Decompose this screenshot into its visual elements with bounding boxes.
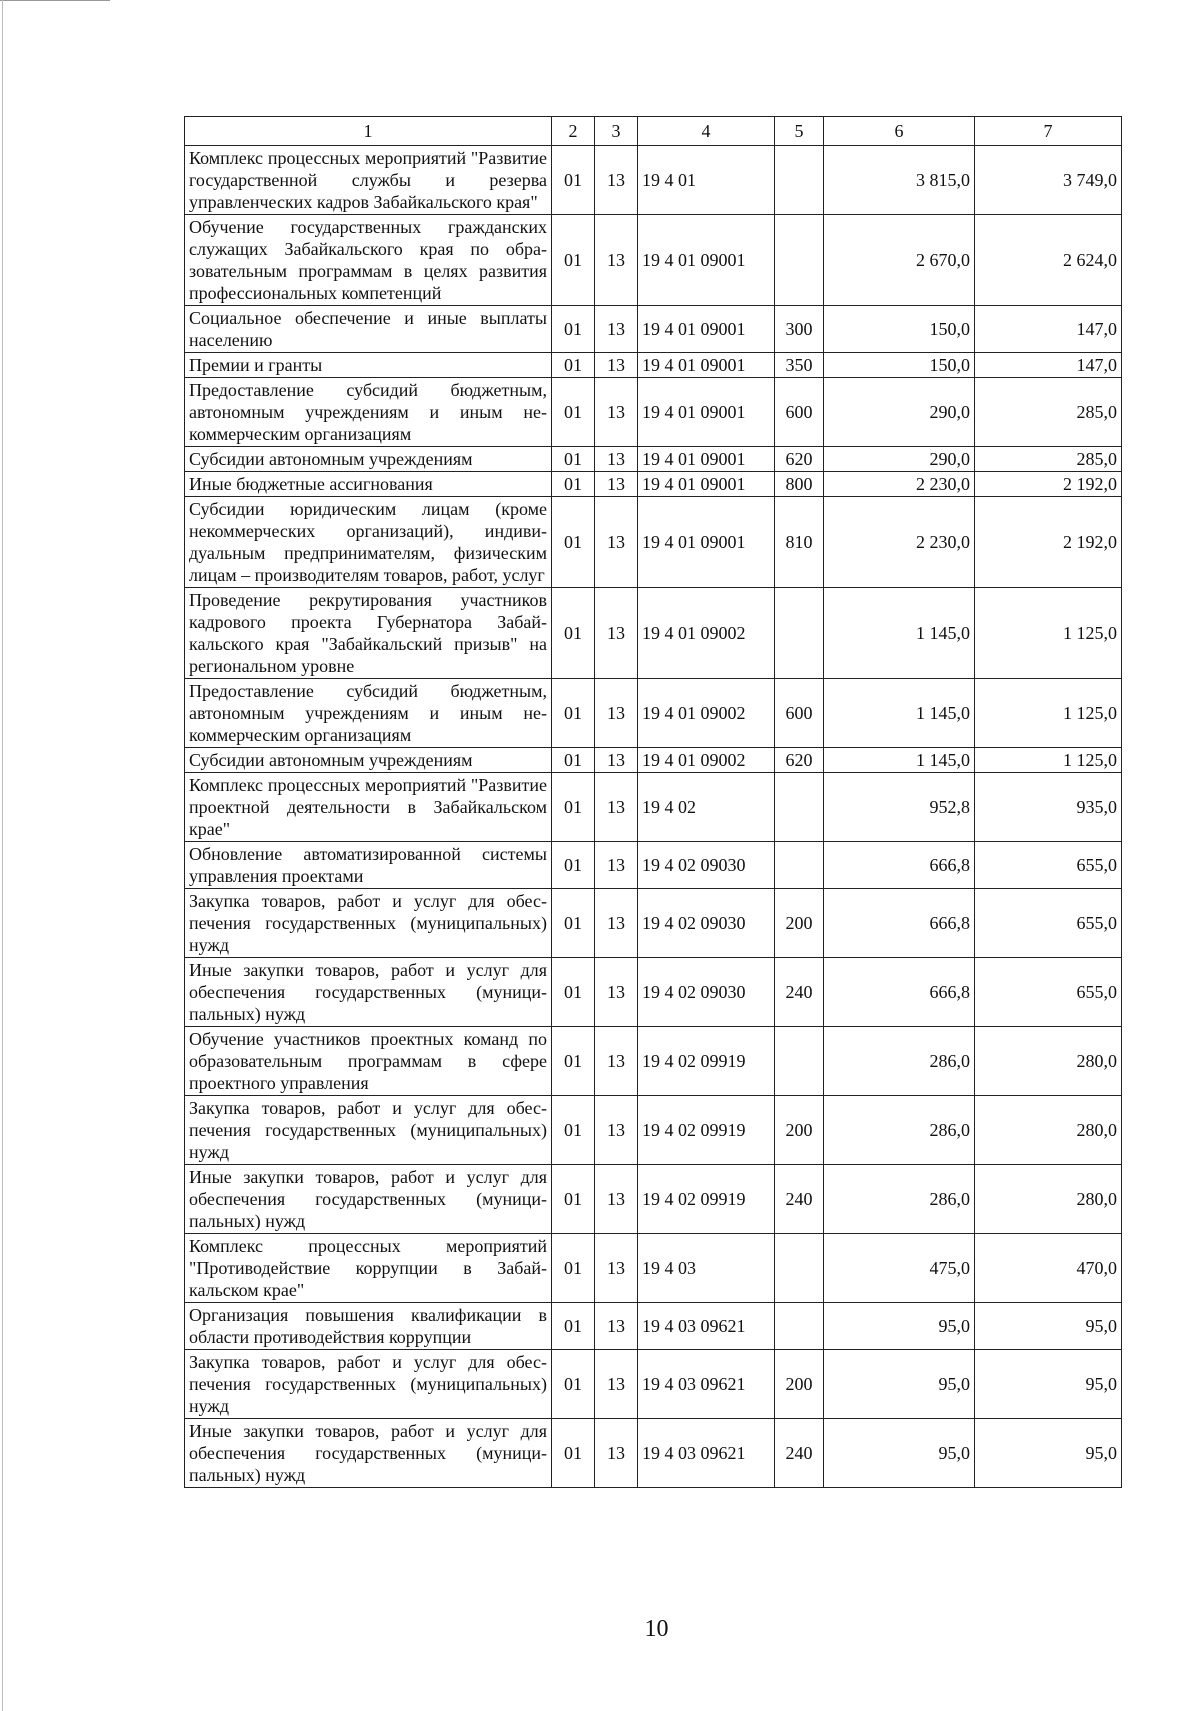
cell-target-code: 19 4 01 09002: [638, 588, 775, 679]
table-row: [185, 447, 1122, 472]
cell-amount-2: 655,0: [975, 889, 1122, 958]
cell-expense-type: 800: [775, 472, 824, 497]
cell-subsection: 13: [595, 889, 638, 958]
table-row: [185, 215, 1122, 306]
cell-section: 01: [552, 1303, 595, 1350]
cell-amount-1: 286,0: [824, 1096, 975, 1165]
cell-subsection: 13: [595, 1419, 638, 1488]
cell-target-code: 19 4 02 09919: [638, 1096, 775, 1165]
cell-section: 01: [552, 748, 595, 773]
cell-section: 01: [552, 773, 595, 842]
cell-amount-1: 2 230,0: [824, 472, 975, 497]
cell-amount-2: 2 192,0: [975, 472, 1122, 497]
scan-edge-mark: [0, 0, 110, 4]
cell-expense-type: 240: [775, 1165, 824, 1234]
cell-subsection: 13: [595, 842, 638, 889]
cell-target-code: 19 4 02 09919: [638, 1027, 775, 1096]
column-header: 6: [824, 117, 975, 146]
cell-amount-1: 475,0: [824, 1234, 975, 1303]
cell-section: 01: [552, 353, 595, 378]
table-body: [185, 146, 1122, 1488]
cell-subsection: 13: [595, 472, 638, 497]
cell-amount-2: 147,0: [975, 306, 1122, 353]
cell-expense-type: [775, 1303, 824, 1350]
cell-expense-type: 350: [775, 353, 824, 378]
scan-edge-line: [2, 0, 3, 1711]
cell-expense-type: 200: [775, 1350, 824, 1419]
cell-amount-1: 952,8: [824, 773, 975, 842]
cell-target-code: 19 4 02 09030: [638, 958, 775, 1027]
cell-name: Премии и гранты: [185, 353, 552, 378]
cell-target-code: 19 4 01 09001: [638, 472, 775, 497]
table-row: [185, 1165, 1122, 1234]
cell-name: Субсидии автономным учреждениям: [185, 447, 552, 472]
table-row: [185, 1096, 1122, 1165]
cell-subsection: 13: [595, 146, 638, 215]
cell-subsection: 13: [595, 588, 638, 679]
cell-amount-2: 470,0: [975, 1234, 1122, 1303]
cell-amount-1: 286,0: [824, 1165, 975, 1234]
budget-table: [184, 116, 1122, 1488]
cell-subsection: 13: [595, 1303, 638, 1350]
cell-section: 01: [552, 958, 595, 1027]
cell-target-code: 19 4 01 09001: [638, 215, 775, 306]
table-row: [185, 1419, 1122, 1488]
page-number: 10: [644, 1616, 669, 1642]
cell-subsection: 13: [595, 215, 638, 306]
cell-amount-1: 1 145,0: [824, 748, 975, 773]
cell-name: Обучение участников проектных команд по образовательным программам в сфере проектного управления: [185, 1027, 552, 1096]
cell-section: 01: [552, 306, 595, 353]
cell-subsection: 13: [595, 773, 638, 842]
cell-section: 01: [552, 1350, 595, 1419]
cell-amount-1: 95,0: [824, 1303, 975, 1350]
cell-subsection: 13: [595, 748, 638, 773]
cell-section: 01: [552, 447, 595, 472]
cell-amount-2: 1 125,0: [975, 748, 1122, 773]
cell-name: Закупка товаров, работ и услуг для обеспечения государственных (муниципальных) нужд: [185, 1350, 552, 1419]
cell-amount-2: 280,0: [975, 1096, 1122, 1165]
cell-subsection: 13: [595, 1096, 638, 1165]
table-row: [185, 1350, 1122, 1419]
cell-name: Комплекс процессных мероприятий "Развитие проектной деятельности в Забайкальском крае": [185, 773, 552, 842]
cell-section: 01: [552, 889, 595, 958]
table-row: [185, 889, 1122, 958]
table-row: [185, 146, 1122, 215]
column-header: 7: [975, 117, 1122, 146]
cell-name: Организация повышения квалификации в области противодействия коррупции: [185, 1303, 552, 1350]
cell-amount-2: 935,0: [975, 773, 1122, 842]
cell-subsection: 13: [595, 1350, 638, 1419]
cell-amount-1: 286,0: [824, 1027, 975, 1096]
cell-section: 01: [552, 679, 595, 748]
cell-expense-type: 240: [775, 958, 824, 1027]
cell-amount-2: 285,0: [975, 378, 1122, 447]
cell-amount-1: 290,0: [824, 447, 975, 472]
cell-target-code: 19 4 01: [638, 146, 775, 215]
column-header: 5: [775, 117, 824, 146]
cell-expense-type: 810: [775, 497, 824, 588]
cell-subsection: 13: [595, 1234, 638, 1303]
cell-target-code: 19 4 01 09001: [638, 497, 775, 588]
column-header: 4: [638, 117, 775, 146]
column-header: 3: [595, 117, 638, 146]
cell-name: Иные закупки товаров, работ и услуг для обеспечения государственных (муниципальных) нужд: [185, 1165, 552, 1234]
cell-name: Иные закупки товаров, работ и услуг для обеспечения государственных (муниципальных) нужд: [185, 1419, 552, 1488]
cell-expense-type: [775, 588, 824, 679]
cell-amount-1: 290,0: [824, 378, 975, 447]
cell-name: Закупка товаров, работ и услуг для обеспечения государственных (муниципальных) нужд: [185, 1096, 552, 1165]
cell-target-code: 19 4 03 09621: [638, 1303, 775, 1350]
cell-section: 01: [552, 588, 595, 679]
cell-amount-1: 2 230,0: [824, 497, 975, 588]
cell-subsection: 13: [595, 958, 638, 1027]
cell-expense-type: 200: [775, 889, 824, 958]
cell-target-code: 19 4 02 09030: [638, 889, 775, 958]
cell-target-code: 19 4 01 09002: [638, 679, 775, 748]
cell-name: Иные закупки товаров, работ и услуг для обеспечения государственных (муниципальных) нужд: [185, 958, 552, 1027]
cell-amount-1: 666,8: [824, 958, 975, 1027]
cell-amount-1: 95,0: [824, 1419, 975, 1488]
cell-amount-2: 280,0: [975, 1165, 1122, 1234]
table-header-row: [185, 117, 1122, 146]
cell-section: 01: [552, 1096, 595, 1165]
cell-section: 01: [552, 215, 595, 306]
cell-expense-type: [775, 1234, 824, 1303]
cell-target-code: 19 4 02 09919: [638, 1165, 775, 1234]
cell-section: 01: [552, 1165, 595, 1234]
cell-amount-2: 95,0: [975, 1419, 1122, 1488]
table-row: [185, 1234, 1122, 1303]
cell-target-code: 19 4 03: [638, 1234, 775, 1303]
cell-amount-1: 3 815,0: [824, 146, 975, 215]
cell-target-code: 19 4 01 09001: [638, 378, 775, 447]
cell-amount-1: 2 670,0: [824, 215, 975, 306]
cell-amount-1: 666,8: [824, 842, 975, 889]
cell-target-code: 19 4 01 09001: [638, 353, 775, 378]
cell-amount-1: 95,0: [824, 1350, 975, 1419]
cell-expense-type: [775, 1027, 824, 1096]
cell-section: 01: [552, 1419, 595, 1488]
cell-target-code: 19 4 01 09001: [638, 306, 775, 353]
cell-amount-2: 1 125,0: [975, 588, 1122, 679]
cell-section: 01: [552, 378, 595, 447]
table-row: [185, 1303, 1122, 1350]
cell-section: 01: [552, 472, 595, 497]
table-row: [185, 842, 1122, 889]
cell-expense-type: [775, 773, 824, 842]
cell-expense-type: [775, 842, 824, 889]
cell-section: 01: [552, 842, 595, 889]
cell-target-code: 19 4 02 09030: [638, 842, 775, 889]
cell-name: Проведение рекрутирования участников кадрового проекта Губернатора Забайкальского края "Забайкальский призыв" на региональном уровне: [185, 588, 552, 679]
cell-name: Закупка товаров, работ и услуг для обеспечения государственных (муниципальных) нужд: [185, 889, 552, 958]
cell-target-code: 19 4 01 09001: [638, 447, 775, 472]
cell-amount-1: 150,0: [824, 353, 975, 378]
table-row: [185, 353, 1122, 378]
cell-target-code: 19 4 01 09002: [638, 748, 775, 773]
table-row: [185, 679, 1122, 748]
table-row: [185, 472, 1122, 497]
cell-expense-type: 620: [775, 447, 824, 472]
cell-target-code: 19 4 03 09621: [638, 1350, 775, 1419]
cell-amount-2: 95,0: [975, 1350, 1122, 1419]
cell-subsection: 13: [595, 497, 638, 588]
cell-name: Предоставление субсидий бюджетным, автономным учреждениям и иным некоммерческим организациям: [185, 378, 552, 447]
cell-amount-2: 2 624,0: [975, 215, 1122, 306]
cell-expense-type: 300: [775, 306, 824, 353]
table-row: [185, 1027, 1122, 1096]
cell-expense-type: [775, 146, 824, 215]
cell-name: Комплекс процессных мероприятий "Развитие государственной службы и резерва управленческих кадров Забайкальского края": [185, 146, 552, 215]
cell-amount-2: 655,0: [975, 842, 1122, 889]
cell-expense-type: 240: [775, 1419, 824, 1488]
cell-name: Субсидии юридическим лицам (кроме некоммерческих организаций), индивидуальным предпринимателям, физическим лицам – производителям товаров, работ, услуг: [185, 497, 552, 588]
cell-target-code: 19 4 03 09621: [638, 1419, 775, 1488]
cell-amount-2: 3 749,0: [975, 146, 1122, 215]
cell-expense-type: 200: [775, 1096, 824, 1165]
column-header: 1: [185, 117, 552, 146]
table-row: [185, 773, 1122, 842]
cell-amount-1: 1 145,0: [824, 588, 975, 679]
cell-subsection: 13: [595, 1165, 638, 1234]
cell-amount-2: 2 192,0: [975, 497, 1122, 588]
cell-target-code: 19 4 02: [638, 773, 775, 842]
cell-name: Социальное обеспечение и иные выплаты населению: [185, 306, 552, 353]
cell-amount-2: 285,0: [975, 447, 1122, 472]
column-header: 2: [552, 117, 595, 146]
cell-amount-1: 1 145,0: [824, 679, 975, 748]
cell-amount-2: 95,0: [975, 1303, 1122, 1350]
table-row: [185, 497, 1122, 588]
cell-subsection: 13: [595, 447, 638, 472]
table-row: [185, 306, 1122, 353]
cell-expense-type: [775, 215, 824, 306]
cell-amount-1: 666,8: [824, 889, 975, 958]
cell-name: Обучение государственных гражданских служащих Забайкальского края по образовательным программам в целях развития профессиональных компетенций: [185, 215, 552, 306]
cell-section: 01: [552, 146, 595, 215]
cell-subsection: 13: [595, 353, 638, 378]
cell-subsection: 13: [595, 378, 638, 447]
cell-expense-type: 600: [775, 378, 824, 447]
table-row: [185, 748, 1122, 773]
cell-expense-type: 620: [775, 748, 824, 773]
cell-section: 01: [552, 1234, 595, 1303]
cell-subsection: 13: [595, 679, 638, 748]
cell-name: Иные бюджетные ассигнования: [185, 472, 552, 497]
cell-name: Обновление автоматизированной системы управления проектами: [185, 842, 552, 889]
cell-amount-1: 150,0: [824, 306, 975, 353]
cell-subsection: 13: [595, 306, 638, 353]
cell-amount-2: 655,0: [975, 958, 1122, 1027]
cell-section: 01: [552, 497, 595, 588]
table-row: [185, 588, 1122, 679]
cell-amount-2: 1 125,0: [975, 679, 1122, 748]
cell-name: Предоставление субсидий бюджетным, автономным учреждениям и иным некоммерческим организациям: [185, 679, 552, 748]
cell-amount-2: 280,0: [975, 1027, 1122, 1096]
cell-name: Субсидии автономным учреждениям: [185, 748, 552, 773]
cell-subsection: 13: [595, 1027, 638, 1096]
cell-name: Комплекс процессных мероприятий "Противодействие коррупции в Забайкальском крае": [185, 1234, 552, 1303]
cell-section: 01: [552, 1027, 595, 1096]
cell-expense-type: 600: [775, 679, 824, 748]
table-row: [185, 378, 1122, 447]
table-row: [185, 958, 1122, 1027]
cell-amount-2: 147,0: [975, 353, 1122, 378]
